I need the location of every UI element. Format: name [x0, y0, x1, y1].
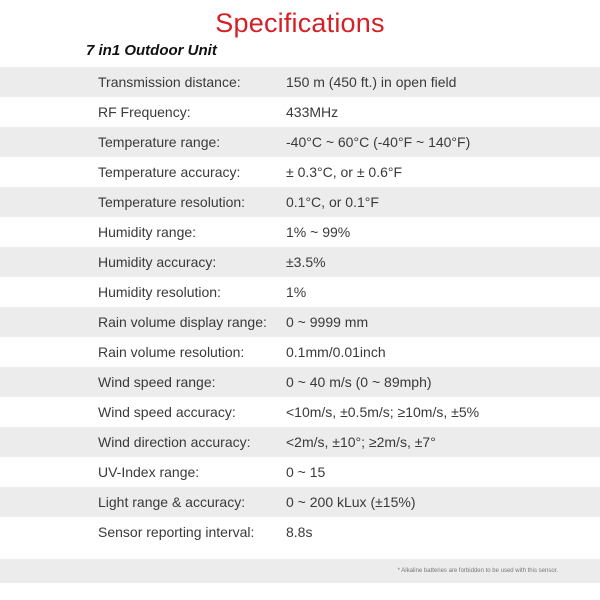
- spec-row-rain-volume-display-range: [0, 307, 600, 337]
- spec-value: 1% ~ 99%: [286, 224, 351, 240]
- page-title: Specifications: [215, 8, 385, 38]
- spec-label: Wind speed range:: [98, 374, 216, 390]
- spec-label: Rain volume display range:: [98, 314, 267, 330]
- spec-row-temperature-resolution: [0, 187, 600, 217]
- footnote: * Alkaline batteries are forbidden to be used with this sensor.: [0, 559, 600, 583]
- spec-value: 8.8s: [286, 524, 313, 540]
- spec-row-humidity-range: [0, 217, 600, 247]
- spec-row-sensor-reporting-interval: [0, 517, 600, 547]
- spec-row-uv-index-range: [0, 457, 600, 487]
- spec-value: 0.1mm/0.01inch: [286, 344, 386, 360]
- spec-row-humidity-accuracy: [0, 247, 600, 277]
- spec-label: Humidity resolution:: [98, 284, 221, 300]
- spec-row-temperature-range: [0, 127, 600, 157]
- section-title: 7 in1 Outdoor Unit: [86, 42, 217, 59]
- spec-label: Humidity range:: [98, 224, 197, 240]
- spec-label: Rain volume resolution:: [98, 344, 245, 360]
- spec-value: <10m/s, ±0.5m/s; ≥10m/s, ±5%: [286, 404, 480, 420]
- spec-table: [0, 67, 600, 547]
- spec-value: 0 ~ 200 kLux (±15%): [286, 494, 416, 510]
- spec-value: 0 ~ 15: [286, 464, 326, 480]
- spec-label: Humidity accuracy:: [98, 254, 217, 270]
- spec-label: Temperature resolution:: [98, 194, 246, 210]
- spec-label: Light range & accuracy:: [98, 494, 246, 510]
- spec-value: ± 0.3°C, or ± 0.6°F: [286, 164, 403, 180]
- spec-label: Wind direction accuracy:: [98, 434, 251, 450]
- spec-label: Transmission distance:: [98, 74, 241, 90]
- spec-row-rf-frequency: [0, 97, 600, 127]
- spec-label: UV-Index range:: [98, 464, 200, 480]
- spec-value: 0 ~ 9999 mm: [286, 314, 369, 330]
- spec-label: Temperature accuracy:: [98, 164, 241, 180]
- spec-row-humidity-resolution: [0, 277, 600, 307]
- spec-value: -40°C ~ 60°C (-40°F ~ 140°F): [286, 134, 471, 150]
- spec-value: 150 m (450 ft.) in open field: [286, 74, 457, 90]
- spec-value: ±3.5%: [286, 254, 326, 270]
- spec-label: Temperature range:: [98, 134, 221, 150]
- spec-label: RF Frequency:: [98, 104, 191, 120]
- spec-label: Sensor reporting interval:: [98, 524, 255, 540]
- spec-value: <2m/s, ±10°; ≥2m/s, ±7°: [286, 434, 436, 450]
- spec-row-light-range-accuracy: [0, 487, 600, 517]
- spec-row-wind-direction-accuracy: [0, 427, 600, 457]
- spec-row-transmission-distance: [0, 67, 600, 97]
- spec-row-temperature-accuracy: [0, 157, 600, 187]
- spec-value: 0 ~ 40 m/s (0 ~ 89mph): [286, 374, 432, 390]
- spec-value: 433MHz: [286, 104, 339, 120]
- spec-value: 0.1°C, or 0.1°F: [286, 194, 379, 210]
- spec-label: Wind speed accuracy:: [98, 404, 236, 420]
- spec-row-wind-speed-accuracy: [0, 397, 600, 427]
- spec-row-wind-speed-range: [0, 367, 600, 397]
- spec-row-rain-volume-resolution: [0, 337, 600, 367]
- spec-value: 1%: [286, 284, 307, 300]
